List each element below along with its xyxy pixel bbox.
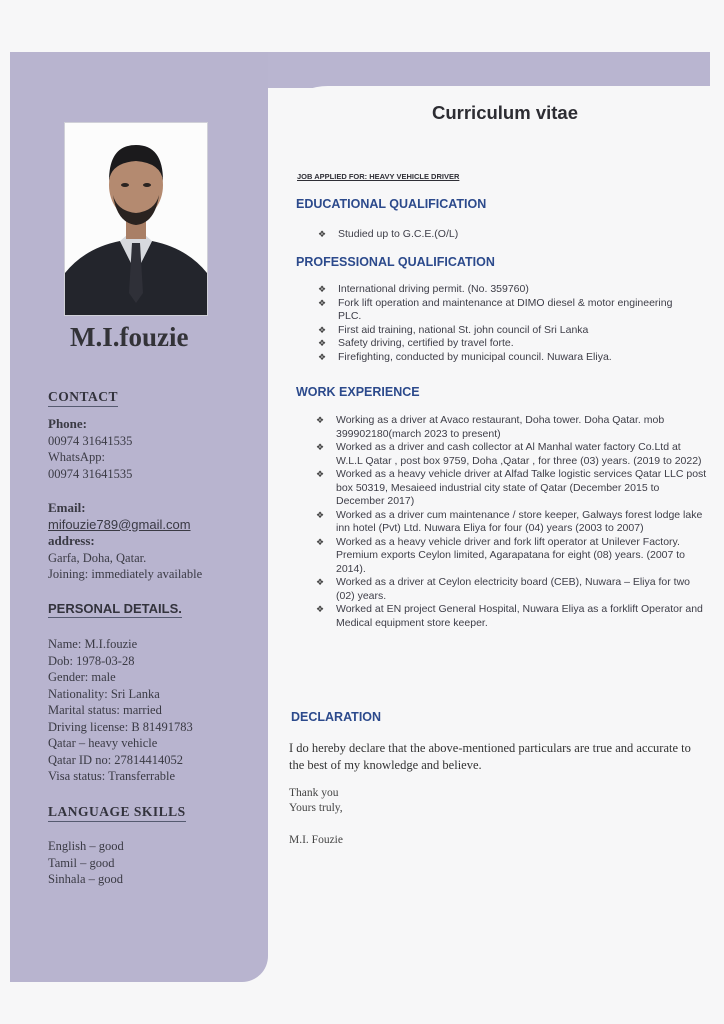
person-portrait-icon <box>65 123 207 315</box>
diamond-bullet-icon: ❖ <box>318 324 327 335</box>
work-experience-list <box>316 414 708 630</box>
email-label: Email: <box>48 500 86 515</box>
personal-line: Visa status: Transferrable <box>48 769 176 783</box>
contact-block <box>48 416 132 482</box>
personal-line: Qatar – heavy vehicle <box>48 736 158 750</box>
list-item: ❖ International driving permit. (No. 359760) <box>318 283 529 295</box>
address-text: Garfa, Doha, Qatar. <box>48 550 147 565</box>
diamond-bullet-icon: ❖ <box>318 297 327 308</box>
list-item: ❖ Worked as a driver and cash collector at Al Manhal water factory Co.Ltd at W.L.L Qatar , post box 9759, Doha ,Qatar , for three (03) years. (2019 to 2022) <box>316 441 702 467</box>
personal-details-list <box>48 636 193 785</box>
professional-list <box>318 283 698 364</box>
diamond-bullet-icon: ❖ <box>316 442 325 452</box>
profile-photo <box>64 122 208 316</box>
contact-heading: CONTACT <box>48 389 118 407</box>
education-heading: EDUCATIONAL QUALIFICATION <box>296 197 487 211</box>
diamond-bullet-icon: ❖ <box>316 604 325 614</box>
language-list <box>48 838 124 888</box>
email-block <box>48 500 202 583</box>
personal-line: Marital status: married <box>48 703 162 717</box>
yours-truly-text: Yours truly, <box>289 802 343 814</box>
personal-line: Name: M.I.fouzie <box>48 637 138 651</box>
whatsapp-label: WhatsApp: <box>48 450 105 464</box>
diamond-bullet-icon: ❖ <box>318 229 327 239</box>
diamond-bullet-icon: ❖ <box>316 469 325 479</box>
job-applied-for: JOB APPLIED FOR: HEAVY VEHICLE DRIVER <box>297 172 460 181</box>
address-label: address: <box>48 533 95 548</box>
list-item: ❖ Firefighting, conducted by municipal council. Nuwara Eliya. <box>318 350 612 363</box>
personal-line: Nationality: Sri Lanka <box>48 686 160 701</box>
personal-line: Qatar ID no: 27814414052 <box>48 752 184 767</box>
list-item: ❖ Worked as a heavy vehicle driver at Alfad Talke logistic services Qatar LLC post box 50319, Mesaieed industrial city state of Qatar (December 2015 to December 2017) <box>316 468 707 507</box>
diamond-bullet-icon: ❖ <box>318 351 327 362</box>
candidate-name: M.I.fouzie <box>70 322 189 352</box>
thanks-text: Thank you <box>289 787 339 799</box>
professional-heading: PROFESSIONAL QUALIFICATION <box>296 255 495 269</box>
declaration-text: I do hereby declare that the above-mentioned particulars are true and accurate to the best of my knowledge and believe. <box>289 741 691 772</box>
diamond-bullet-icon: ❖ <box>316 577 325 587</box>
personal-line: Driving license: B 81491783 <box>48 719 193 734</box>
work-experience-heading: WORK EXPERIENCE <box>296 385 420 399</box>
whatsapp-number: 00974 31641535 <box>48 466 133 481</box>
phone-label: Phone: <box>48 416 87 431</box>
education-list <box>318 228 698 242</box>
diamond-bullet-icon: ❖ <box>318 284 327 294</box>
language-skills-heading: LANGUAGE SKILLS <box>48 804 186 822</box>
phone-number: 00974 31641535 <box>48 433 133 448</box>
list-item: ❖ Worked as a driver at Ceylon electricity board (CEB), Nuwara – Eliya for two (02) years. <box>316 576 691 602</box>
diamond-bullet-icon: ❖ <box>318 338 327 348</box>
language-line: English – good <box>48 839 124 853</box>
declaration-heading: DECLARATION <box>291 710 382 724</box>
list-item: ❖ Studied up to G.C.E.(O/L) <box>318 228 459 240</box>
list-item: ❖ Safety driving, certified by travel forte. <box>318 337 514 349</box>
list-item: ❖ Worked as a driver cum maintenance / store keeper, Galways forest lodge lake inn hotel (Pvt) Ltd. Nuwara Eliya for four (04) years (2003 to 2007) <box>316 508 703 534</box>
list-item: ❖ Worked at EN project General Hospital, Nuwara Eliya as a forklift Operator and Medical equipment store keeper. <box>316 603 703 629</box>
email-link[interactable]: mifouzie789@gmail.com <box>48 516 191 532</box>
list-item: ❖ Working as a driver at Avaco restaurant, Doha tower. Doha Qatar. mob 399902180(march 2023 to present) <box>316 414 665 440</box>
diamond-bullet-icon: ❖ <box>316 415 325 425</box>
diamond-bullet-icon: ❖ <box>316 536 325 547</box>
personal-line: Gender: male <box>48 670 116 684</box>
document-title: Curriculum vitae <box>432 102 578 123</box>
joining-text: Joining: immediately available <box>48 567 203 581</box>
closing-block <box>289 786 343 848</box>
personal-details-heading: PERSONAL DETAILS. <box>48 601 182 616</box>
signature-name: M.I. Fouzie <box>289 834 343 846</box>
list-item: ❖ First aid training, national St. john council of Sri Lanka <box>318 323 589 336</box>
diamond-bullet-icon: ❖ <box>316 509 325 520</box>
language-line: Tamil – good <box>48 855 115 870</box>
personal-line: Dob: 1978-03-28 <box>48 653 135 668</box>
list-item: ❖ Worked as a heavy vehicle driver and fork lift operator at Unilever Factory. Premium exports Ceylon limited, Agarapatana for eight (08) years. (2007 to 2014). <box>316 535 686 575</box>
language-line: Sinhala – good <box>48 872 123 886</box>
list-item: ❖ Fork lift operation and maintenance at DIMO diesel & motor engineering PLC. <box>318 296 673 322</box>
